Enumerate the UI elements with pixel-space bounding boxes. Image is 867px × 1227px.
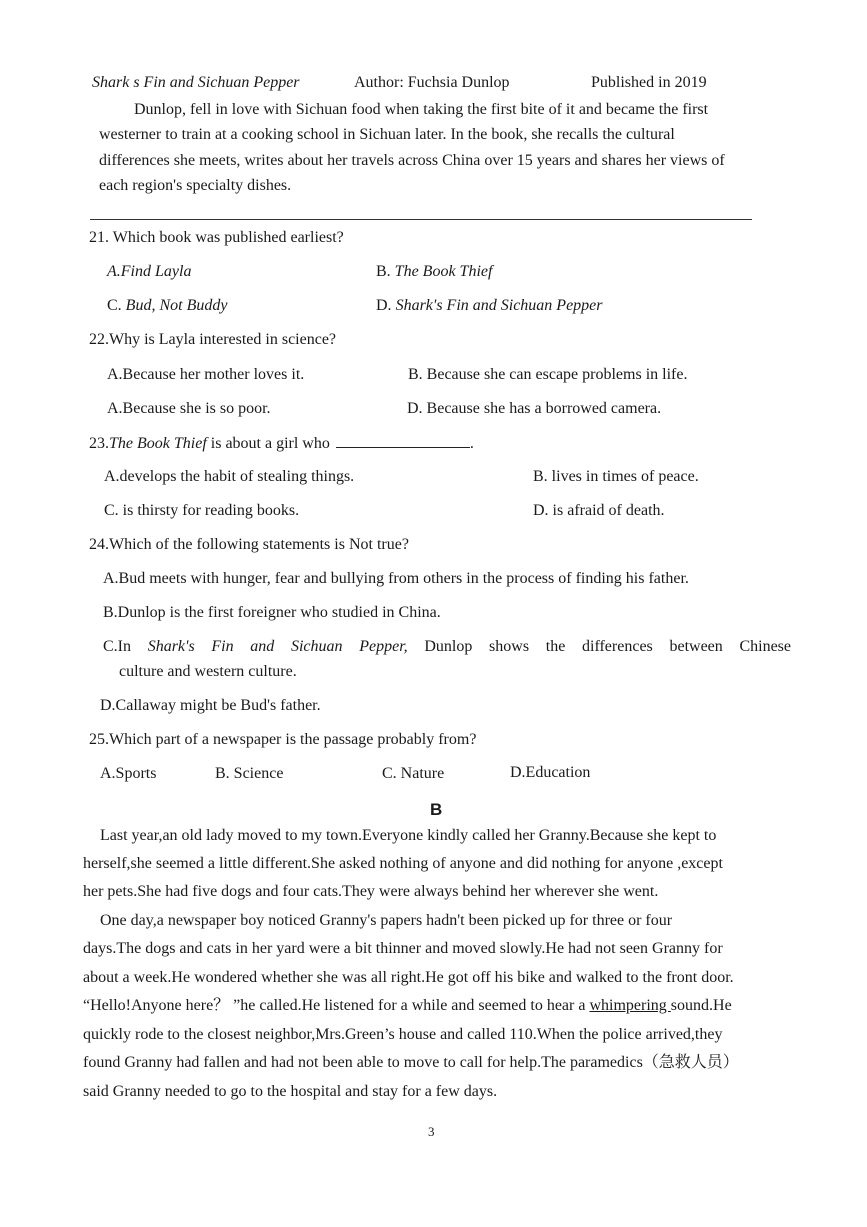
question-22-stem: 22.Why is Layla interested in science? [89,331,337,348]
passage-line: her pets.She had five dogs and four cats.They were always behind her wherever she went. [83,883,659,900]
question-23-option-b: B. lives in times of peace. [533,468,699,485]
question-21-stem: 21. Which book was published earliest? [89,229,344,246]
question-24-option-b: B.Dunlop is the first foreigner who studied in China. [103,604,441,621]
description-line: westerner to train at a cooking school in Sichuan later. In the book, she recalls the cultural [99,126,675,143]
question-24-option-a: A.Bud meets with hunger, fear and bullying from others in the process of finding his father. [103,570,689,587]
book-published: Published in 2019 [591,74,707,91]
question-25-option-d: D.Education [510,764,591,781]
passage-line: quickly rode to the closest neighbor,Mrs.Green’s house and called 110.When the police arrived,they [83,1026,723,1043]
question-23-option-d: D. is afraid of death. [533,502,665,519]
question-23-option-a: A.develops the habit of stealing things. [104,468,355,485]
question-24-option-c-continued: culture and western culture. [119,663,297,680]
question-24-option-d: D.Callaway might be Bud's father. [100,697,321,714]
question-25-option-a: A.Sports [100,765,157,782]
passage-line: said Granny needed to go to the hospital and stay for a few days. [83,1083,498,1100]
page-number: 3 [428,1124,435,1139]
passage-line: One day,a newspaper boy noticed Granny's papers hadn't been picked up for three or four [100,912,673,929]
book-title: Shark s Fin and Sichuan Pepper [92,74,300,91]
question-22-option-d: D. Because she has a borrowed camera. [407,400,662,417]
passage-line: days.The dogs and cats in her yard were a bit thinner and moved slowly.He had not seen Granny for [83,940,723,957]
question-22-option-a: A.Because her mother loves it. [107,366,305,383]
description-line: each region's specialty dishes. [99,177,292,194]
question-21-option-d: D. Shark's Fin and Sichuan Pepper [376,297,603,314]
book-author: Author: Fuchsia Dunlop [354,74,510,91]
passage-line: about a week.He wondered whether she was all right.He got off his bike and walked to the front door. [83,969,734,986]
question-24-stem: 24.Which of the following statements is Not true? [89,536,409,553]
vocab-word: whimpering [589,997,671,1014]
section-heading: B [430,800,443,819]
question-22-option-b: B. Because she can escape problems in life. [408,366,688,383]
question-21-option-c: C. Bud, Not Buddy [107,297,228,314]
description-line: Dunlop, fell in love with Sichuan food when taking the first bite of it and became the first [134,101,709,118]
passage-line: herself,she seemed a little different.She asked nothing of anyone and did nothing for anyone ,except [83,855,723,872]
question-21-option-b: B. The Book Thief [376,263,493,280]
question-23-option-c: C. is thirsty for reading books. [104,502,300,519]
description-line: differences she meets, writes about her travels across China over 15 years and shares her views of [99,152,725,169]
question-21-option-a: A.Find Layla [107,263,192,280]
question-24-option-c: C.In Shark's Fin and Sichuan Pepper, Dunlop shows the differences between Chinese [103,638,792,655]
passage-line: Last year,an old lady moved to my town.Everyone kindly called her Granny.Because she kept to [100,827,717,844]
question-23-stem: 23.The Book Thief is about a girl who . [89,435,474,452]
question-22-option-c: A.Because she is so poor. [107,400,271,417]
question-25-option-c: C. Nature [382,765,445,782]
passage-line: “Hello!Anyone here？ ”he called.He listened for a while and seemed to hear a whimpering sound.He [83,997,732,1014]
section-divider [90,219,752,220]
passage-line: found Granny had fallen and had not been able to move to call for help.The paramedics（急救人员） [83,1054,739,1071]
question-25-stem: 25.Which part of a newspaper is the passage probably from? [89,731,477,748]
question-25-option-b: B. Science [215,765,284,782]
answer-blank[interactable] [336,433,470,448]
